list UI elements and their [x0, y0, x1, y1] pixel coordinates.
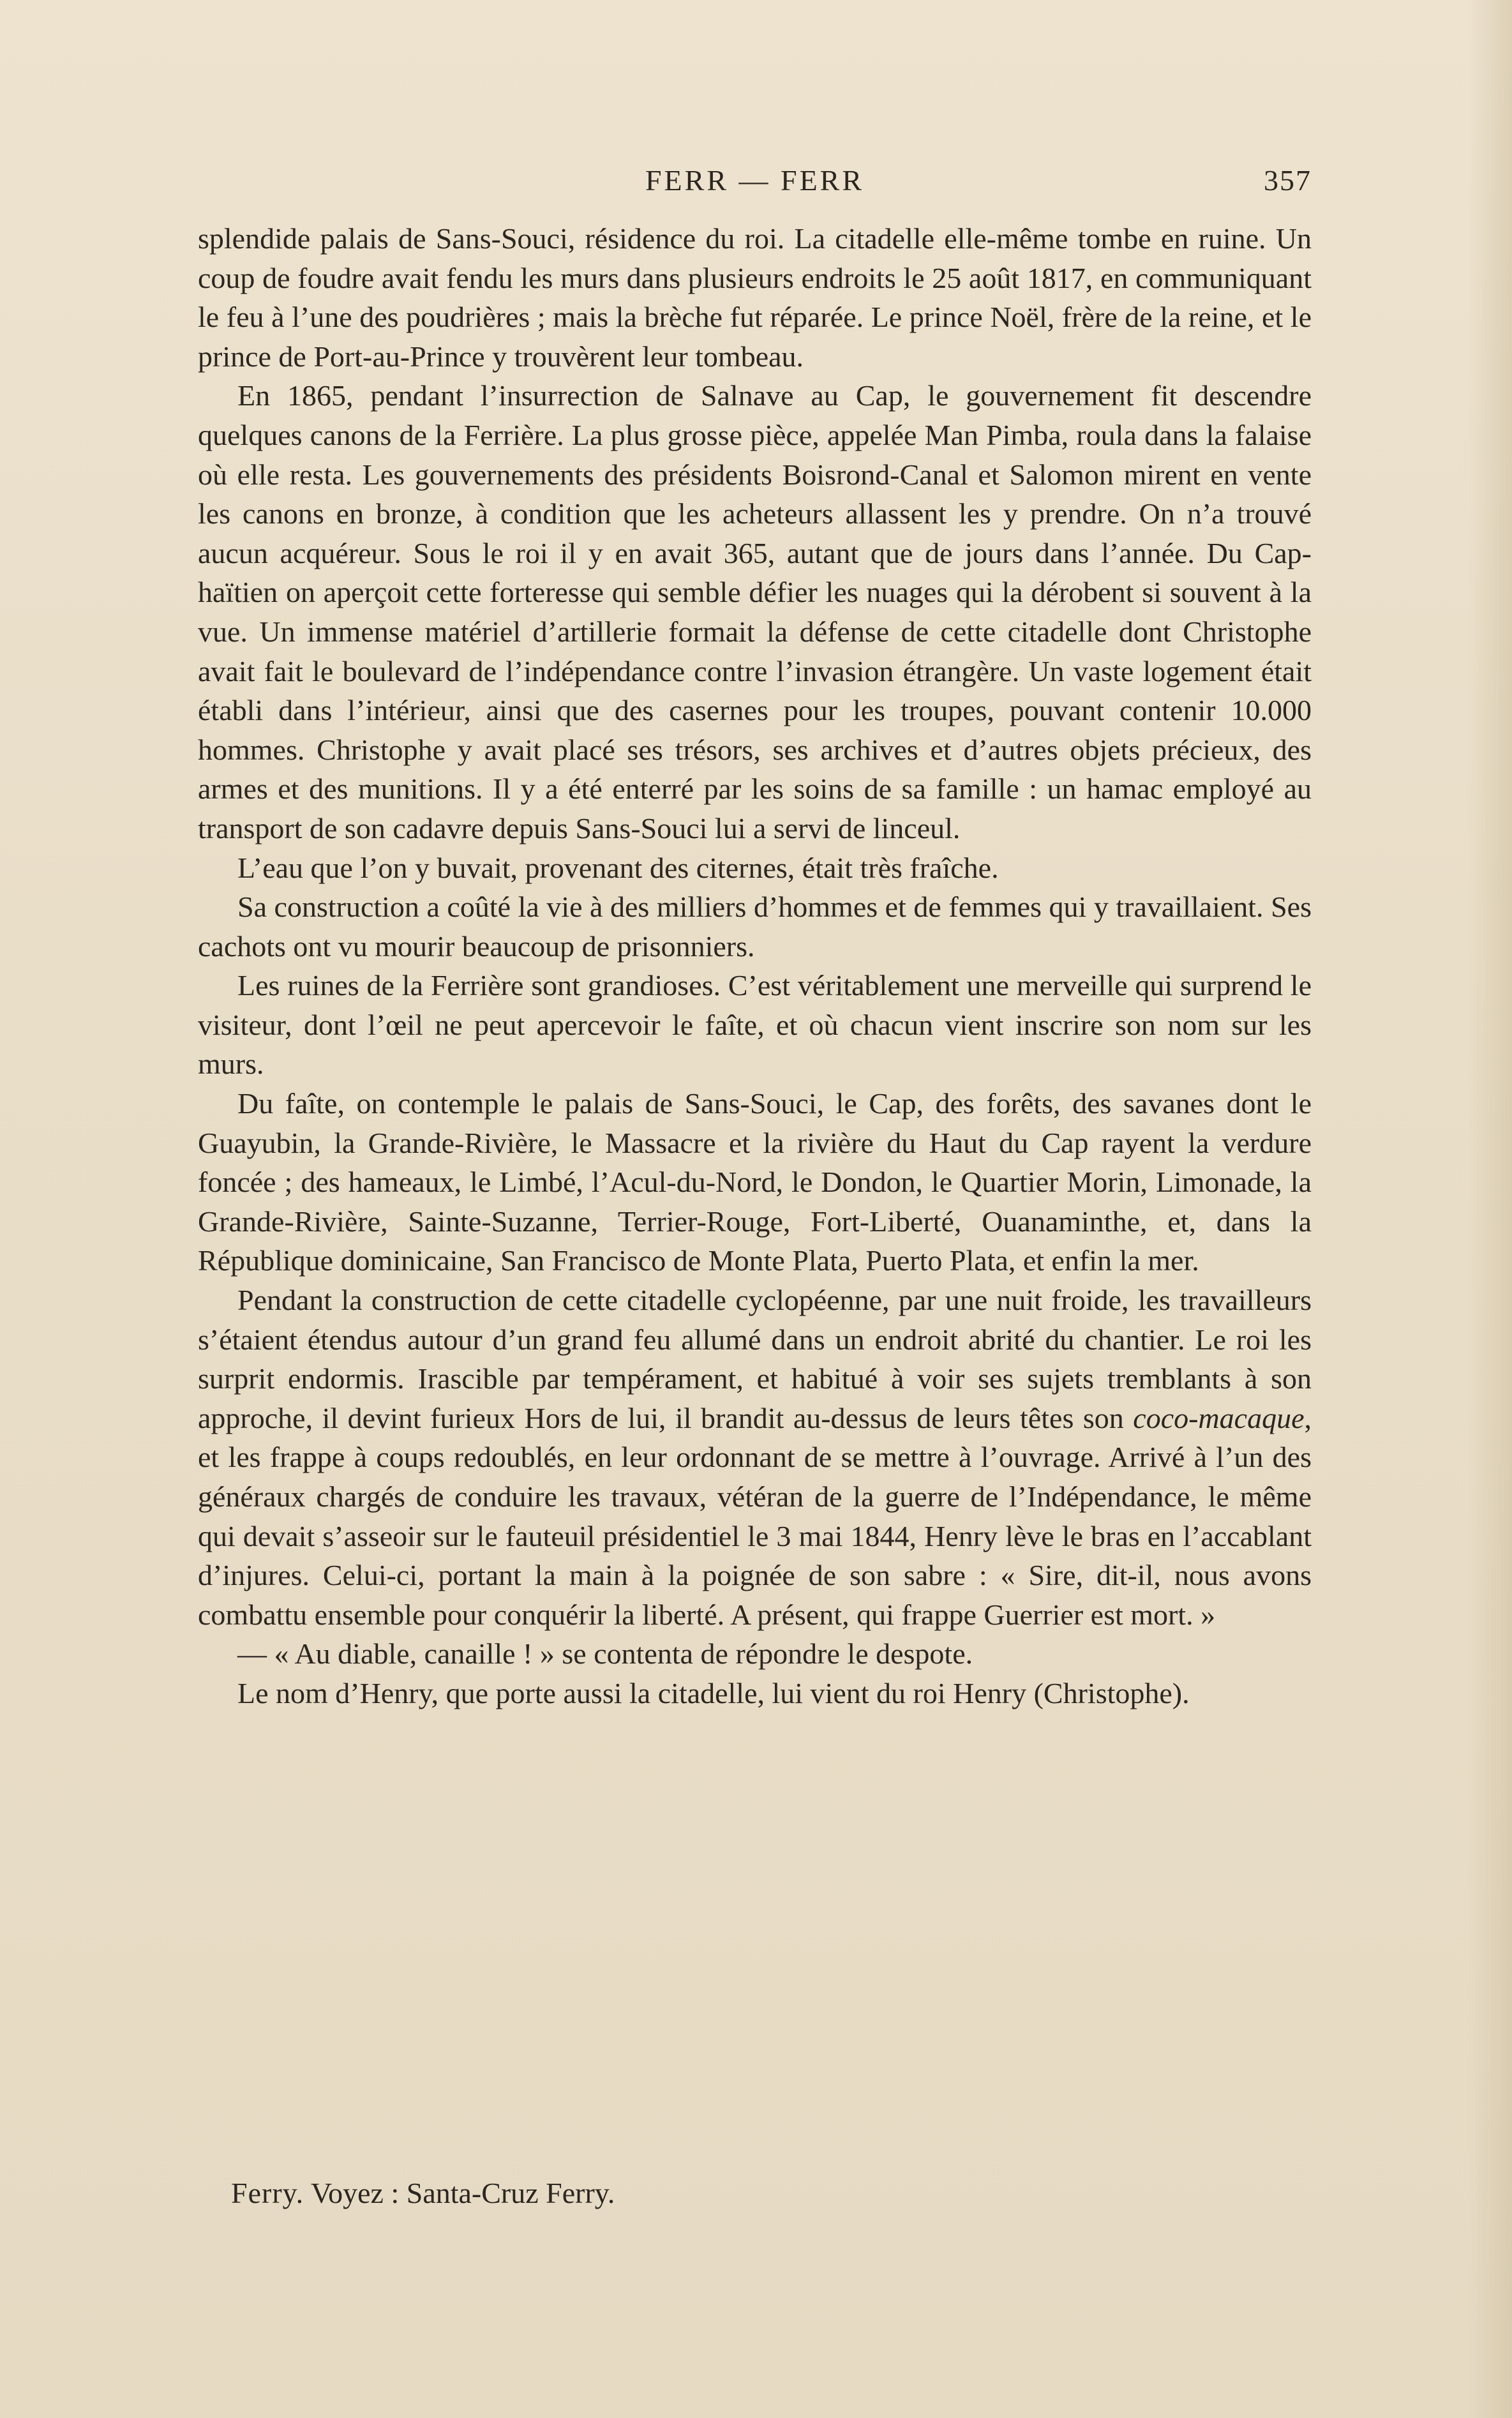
paragraph-insurrection: En 1865, pendant l’insurrection de Salnave au Cap, le gouvernement fit descendre quelques canons de la Ferrière. La plus grosse pièce, appelée Man Pimba, roula dans la falaise où elle resta. Les gouvernements des présidents Boisrond-Canal et Salomon mirent en vente les canons en bronze, à condition que les acheteurs allassent les y prendre. On n’a trouvé aucun acquéreur. Sous le roi il y en avait 365, autant que de jours dans l’année. Du Cap-haïtien on aperçoit cette forteresse qui semble défier les nuages qui la dérobent si souvent à la vue. Un immense matériel d’artillerie formait la défense de cette citadelle dont Christophe avait fait le boulevard de l’indépendance contre l’invasion étrangère. Un vaste logement était établi dans l’intérieur, ainsi que des casernes pour les troupes, pouvant contenir 10.000 hommes. Christophe y avait placé ses trésors, ses archives et d’autres objets précieux, des armes et des munitions. Il y a été enterré par les soins de sa famille : un hamac employé au transport de son cadavre depuis Sans-Souci lui a servi de linceul.	[198, 379, 1312, 845]
anecdote-text-before: Pendant la construction de cette citadelle cyclopéenne, par une nuit froide, les travailleurs s’étaient étendus autour d’un grand feu allumé dans un endroit abrité du chantier. Le roi les surprit endormis. Irascible par tempérament, et habitué à voir ses sujets tremblants à son approche, il devint furieux Hors de lui, il brandit au-dessus de leurs têtes son	[198, 1284, 1312, 1434]
page-header	[198, 158, 1312, 203]
article-text	[198, 219, 1312, 1713]
anecdote-text-after: , et les frappe à coups redoublés, en leur ordonnant de se mettre à l’ouvrage. Arrivé à l’un des généraux chargés de conduire les travaux, vétéran de la guerre de l’Indépendance, le même qui devait s’asseoir sur le fauteuil présidentiel le 3 mai 1844, Henry lève le bras en l’accablant d’injures. Celui-ci, portant la main à la poignée de son sabre : « Sire, dit-il, nous avons combattu ensemble pour conquérir la liberté. A présent, qui frappe Guerrier est mort. »	[198, 1401, 1312, 1631]
see-also-entry	[231, 2174, 1310, 2213]
anecdote-emphasis: coco-macaque	[1133, 1401, 1305, 1434]
paragraph-anecdote	[198, 1280, 1312, 1634]
running-head: FERR — FERR	[645, 164, 865, 197]
paragraph-reply: — « Au diable, canaille ! » se contenta de répondre le despote.	[237, 1637, 973, 1671]
page-number: 357	[1264, 164, 1312, 197]
entry-reference: Voyez : Santa-Cruz Ferry.	[310, 2177, 615, 2209]
paragraph-ruins: Les ruines de la Ferrière sont grandioses. C’est véritablement une merveille qui surprend le visiteur, dont l’œil ne peut apercevoir le faîte, et où chacun vient inscrire son nom sur les murs.	[198, 969, 1312, 1081]
paragraph-continuation: splendide palais de Sans-Souci, résidence du roi. La citadelle elle-même tombe en ruine. Un coup de foudre avait fendu les murs dans plusieurs endroits le 25 août 1817, en communiquant le feu à l’une des poudrières ; mais la brèche fut réparée. Le prince Noël, frère de la reine, et le prince de Port-au-Prince y trouvèrent leur tombeau.	[198, 222, 1312, 373]
paragraph-panorama: Du faîte, on contemple le palais de Sans-Souci, le Cap, des forêts, des savanes dont le Guayubin, la Grande-Rivière, le Massacre et la rivière du Haut du Cap rayent la verdure foncée ; des hameaux, le Limbé, l’Acul-du-Nord, le Dondon, le Quartier Morin, Limonade, la Grande-Rivière, Sainte-Suzanne, Terrier-Rouge, Fort-Liberté, Ouanaminthe, et, dans la République dominicaine, San Francisco de Monte Plata, Puerto Plata, et enfin la mer.	[198, 1087, 1312, 1277]
entry-term: Ferry.	[231, 2177, 304, 2209]
paragraph-name-origin: Le nom d’Henry, que porte aussi la citadelle, lui vient du roi Henry (Christophe).	[237, 1676, 1190, 1709]
paragraph-water: L’eau que l’on y buvait, provenant des citernes, était très fraîche.	[237, 851, 999, 884]
paragraph-construction-cost: Sa construction a coûté la vie à des milliers d’hommes et de femmes qui y travaillaient. Ses cachots ont vu mourir beaucoup de prisonniers.	[198, 890, 1312, 963]
